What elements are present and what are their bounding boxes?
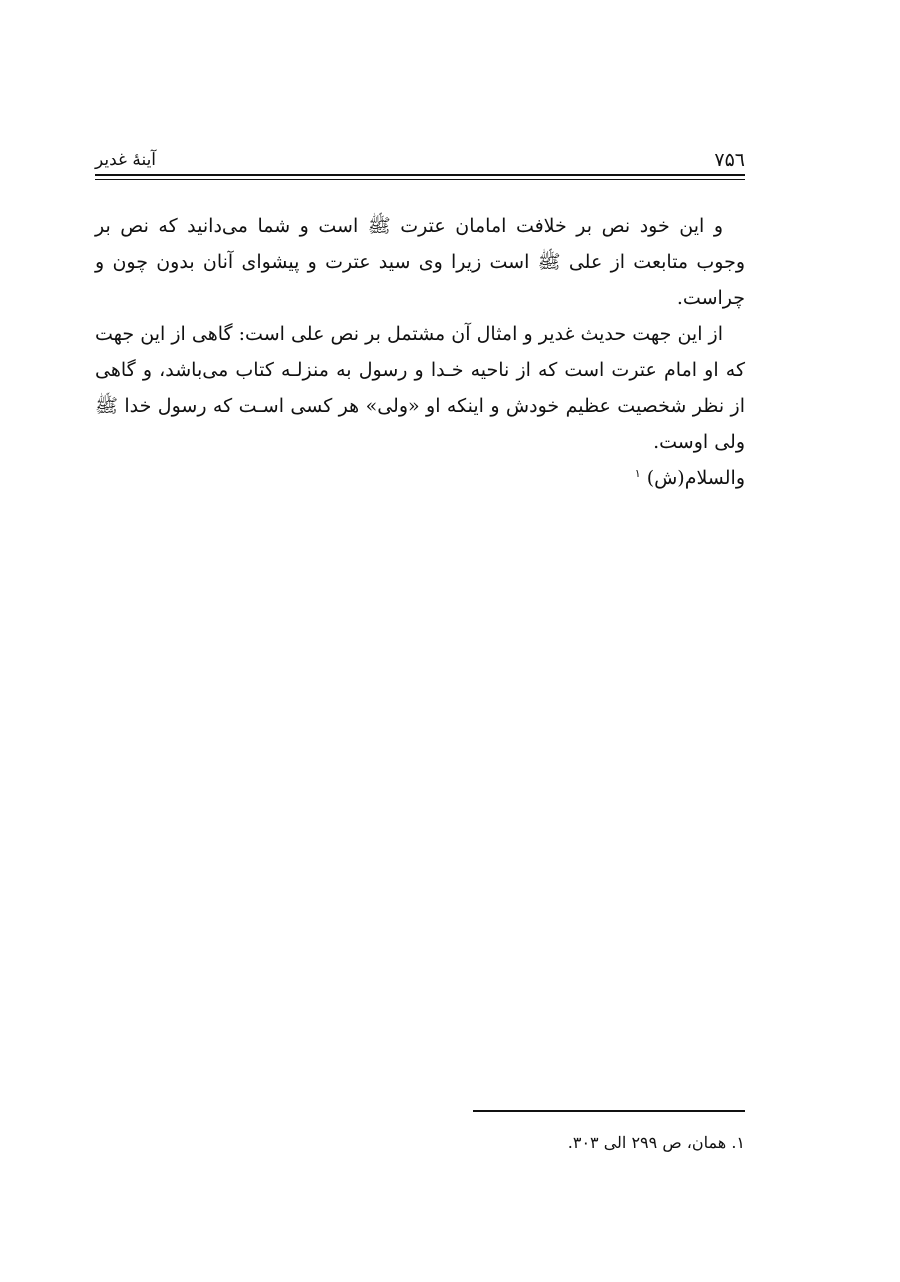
signoff-line [95,460,745,496]
footnote-rule [473,1110,745,1112]
running-title: آینهٔ غدیر [95,150,157,170]
footnote-reference[interactable]: ۱ [634,466,641,480]
paragraph-2: از این جهت حدیث غدیر و امثال آن مشتمل بر نص علی است: گاهی از این جهت که او امام عترت است که از ناحیه خـدا و رسول به منزلـه کتاب می‌باشد، و گاهی از نظر شخصیت عظیم خودش و اینکه او «ولی» هر کسی اسـت که رسول خدا ﷺ ولی اوست. [95,323,745,453]
footnote: ۱. همان، ص ۲۹۹ الی ۳۰۳. [567,1133,745,1152]
body-text [95,208,745,496]
header-rule [95,174,745,176]
signoff-text: والسلام(ش) [646,467,745,489]
header-rule-thin [95,179,745,180]
page-header [95,148,745,176]
page-number: ۷۵٦ [714,149,745,171]
paragraph-1: و این خود نص بر خلافت امامان عترت ﷺ است و شما می‌دانید که نص بر وجوب متابعت از علی ﷺ است زیرا وی سید عترت و پیشوای آنان بدون چون و چراست. [95,215,745,309]
document-page [95,0,745,1282]
